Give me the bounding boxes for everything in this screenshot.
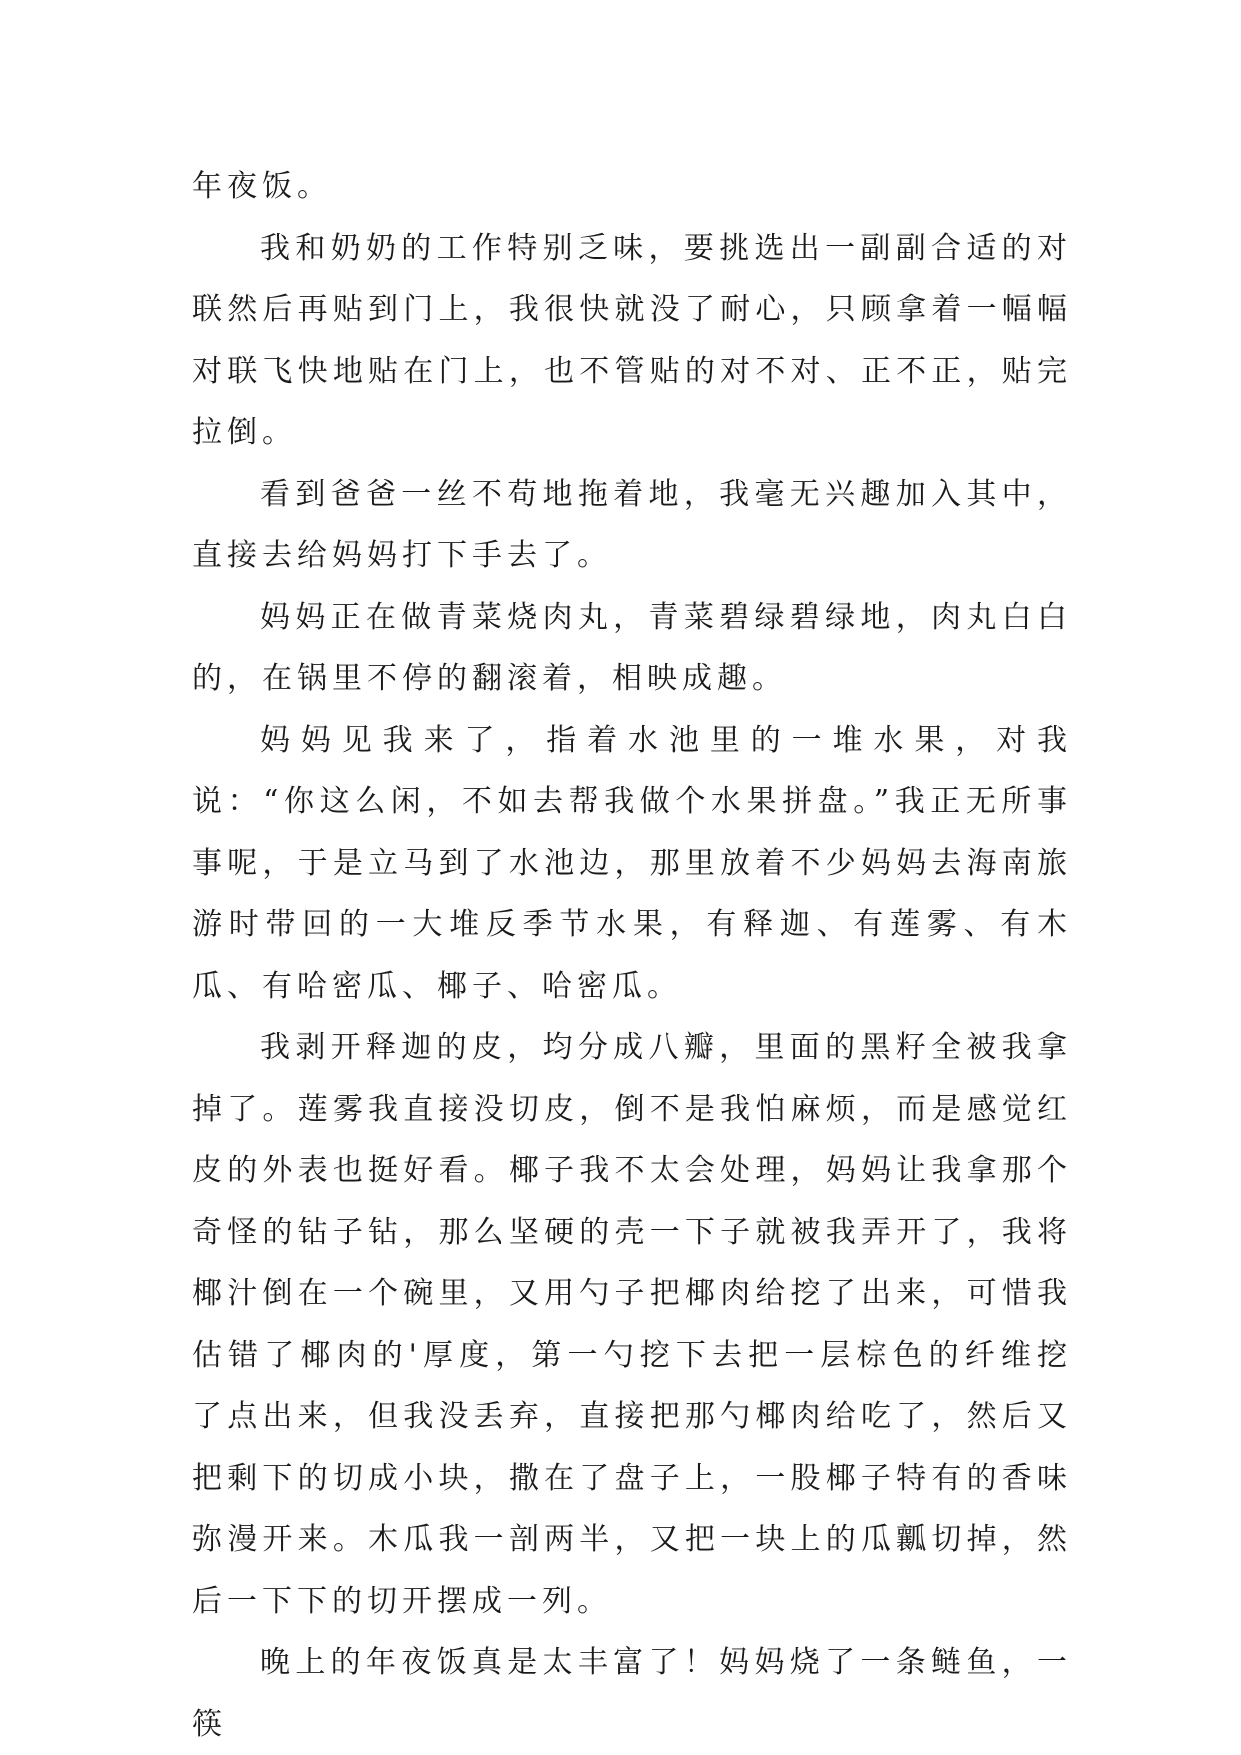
paragraph-5: 妈妈见我来了，指着水池里的一堆水果，对我说：“你这么闲，不如去帮我做个水果拼盘。”我正无所事事呢，于是立马到了水池边，那里放着不少妈妈去海南旅游时带回的一大堆反季节水果，有释迦、有莲雾、有木瓜、有哈密瓜、椰子、哈密瓜。 xyxy=(192,722,1072,1004)
paragraph-7: 晚上的年夜饭真是太丰富了！妈妈烧了一条鲢鱼，一筷 xyxy=(192,1645,1072,1742)
paragraph-3: 看到爸爸一丝不苟地拖着地，我毫无兴趣加入其中，直接去给妈妈打下手去了。 xyxy=(192,476,1072,573)
paragraph-4: 妈妈正在做青菜烧肉丸，青菜碧绿碧绿地，肉丸白白的，在锅里不停的翻滚着，相映成趣。 xyxy=(192,599,1072,696)
paragraph-2: 我和奶奶的工作特别乏味，要挑选出一副副合适的对联然后再贴到门上，我很快就没了耐心，只顾拿着一幅幅对联飞快地贴在门上，也不管贴的对不对、正不正，贴完拉倒。 xyxy=(192,230,1072,450)
paragraph-6: 我剥开释迦的皮，均分成八瓣，里面的黑籽全被我拿掉了。莲雾我直接没切皮，倒不是我怕麻烦，而是感觉红皮的外表也挺好看。椰子我不太会处理，妈妈让我拿那个奇怪的钻子钻，那么坚硬的壳一下子就被我弄开了，我将椰汁倒在一个碗里，又用勺子把椰肉给挖了出来，可惜我估错了椰肉的'厚度，第一勺挖下去把一层棕色的纤维挖了点出来，但我没丢弃，直接把那勺椰肉给吃了，然后又把剩下的切成小块，撒在了盘子上，一股椰子特有的香味弥漫开来。木瓜我一剖两半，又把一块上的瓜瓤切掉，然后一下下的切开摆成一列。 xyxy=(192,1030,1072,1619)
essay-body xyxy=(192,156,1072,1755)
paragraph-1: 年夜饭。 xyxy=(192,169,332,204)
